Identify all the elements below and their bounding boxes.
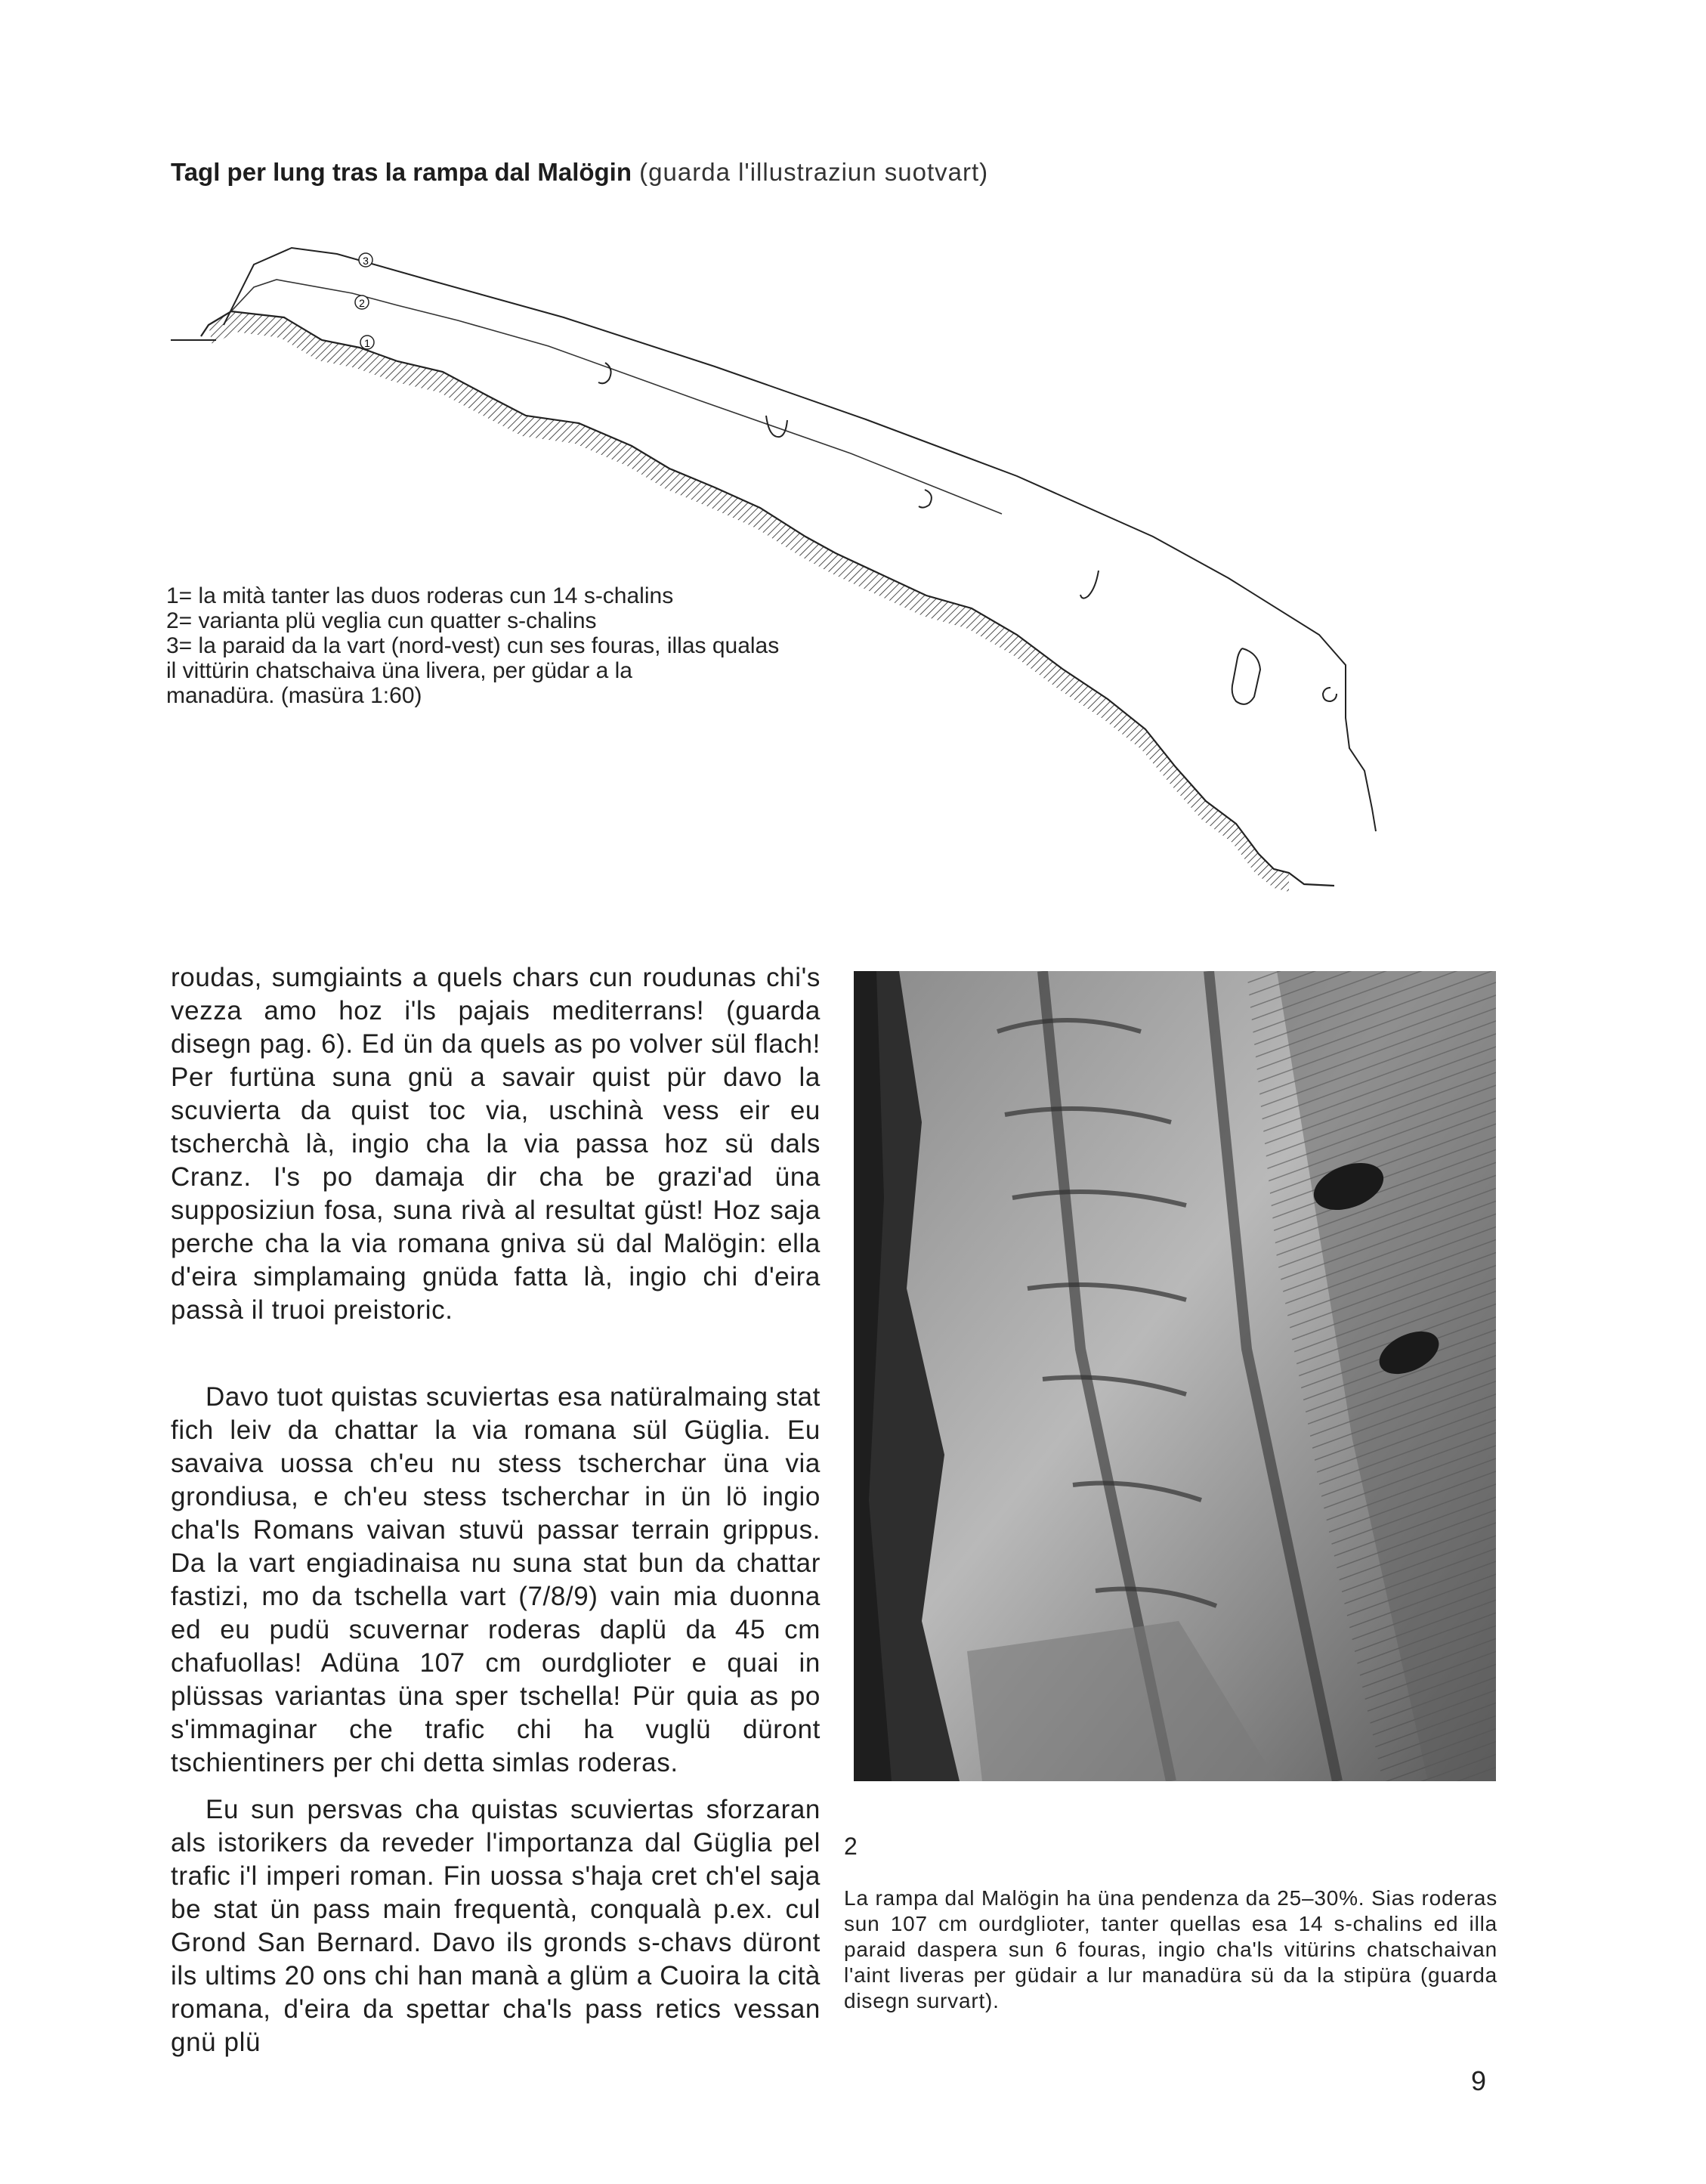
legend-line: il vittürin chatschaiva üna livera, per güdar a la <box>166 658 632 683</box>
drawing-legend <box>166 583 922 708</box>
svg-text:1: 1 <box>364 337 370 349</box>
page-heading <box>171 155 1606 190</box>
figure-caption: La rampa dal Malögin ha üna pendenza da 25–30%. Sias roderas sun 107 cm ourdglioter, tanter quellas esa 14 s-chalins ed illa paraid daspera sun 6 fouras, ingio cha'ls vitürins chatschaivan l'aint liveras per güdair a lur manadüra sü da la stipüra (guarda disegn survart). <box>844 1886 1497 2012</box>
marker-1 <box>360 336 374 349</box>
hole-mark-6 <box>1323 688 1337 701</box>
marker-2 <box>355 295 369 309</box>
body-paragraph-2: Davo tuot quistas scuviertas esa natüralmaing stat fich leiv da chattar la via romana sül Güglia. Eu savaiva uossa ch'eu nu stess tscherchar üna via grondiusa, e ch'eu stess tscherchar in ün lö ingio cha'ls Romans vaivan stuvü passar terrain grippus. Da la vart engiadinaisa nu suna stat bun da chattar fastizi, mo da tschella vart (7/8/9) vain mia duonna ed eu pudü scuvernar roderas daplü da 45 cm chafuollas! Adüna 107 cm ourdglioter e quai in plüssas variantas üna sper tschella! Pür quia as po s'immaginar che trafic chi ha vuglü düront tschientiners per chi detta simlas roderas. <box>171 1382 821 1777</box>
svg-text:2: 2 <box>359 297 365 309</box>
section-drawing <box>171 227 1500 937</box>
rock-rampa-photo <box>854 971 1496 1781</box>
legend-line: 1= la mità tanter las duos roderas cun 14 s-chalins <box>166 583 674 608</box>
hole-mark-5 <box>1232 648 1260 704</box>
legend-line: 3= la paraid da la vart (nord-vest) cun ses fouras, illas qualas <box>166 633 780 658</box>
hole-mark-4 <box>1080 571 1099 599</box>
legend-line: 2= varianta plü veglia cun quatter s-chalins <box>166 608 597 633</box>
heading-note: (guarda l'illustraziun suotvart) <box>632 158 989 186</box>
body-paragraph-1: roudas, sumgiaints a quels chars cun roudunas chi's vezza amo hoz i'ls pajais mediterrans! (guarda disegn pag. 6). Ed ün da quels as po volver sül flach! Per furtüna suna gnü a savair quist pür davo la scuvierta da quist toc via, uschinà vess eir eu tscherchà là, ingio cha la via passa hoz sü dals Cranz. I's po damaja dir cha be grazi'ad üna supposiziun fosa, suna rivà al resultat güst! Hoz saja perche cha la via romana gniva sü dal Malögin: ella d'eira simplamaing gnüda fatta là, ingio chi d'eira passà il truoi preistoric. <box>171 963 821 1325</box>
heading-bold: Tagl per lung tras la rampa dal Malögin <box>171 158 632 186</box>
page-number: 9 <box>1471 2065 1487 2096</box>
variant-2-line <box>231 280 1002 514</box>
marker-3 <box>359 253 372 267</box>
figure-number: 2 <box>844 1833 858 1860</box>
svg-text:3: 3 <box>363 255 369 267</box>
body-paragraph-3: Eu sun persvas cha quistas scuviertas sforzaran als istorikers da reveder l'importanza dal Güglia pel trafic i'l imperi roman. Fin uossa s'haja cret ch'el saja be stat ün pass main frequentà, conqualà p.ex. cul Grond San Bernard. Davo ils gronds s-chavs düront ils ultims 20 ons chi han manà a glüm a Cuoira la cità romana, d'eira da spettar cha'ls pass retics vessan gnü plü <box>171 1795 821 2057</box>
hole-mark-3 <box>919 490 932 508</box>
hole-mark-2 <box>766 416 787 437</box>
legend-line: manadüra. (masüra 1:60) <box>166 683 422 708</box>
